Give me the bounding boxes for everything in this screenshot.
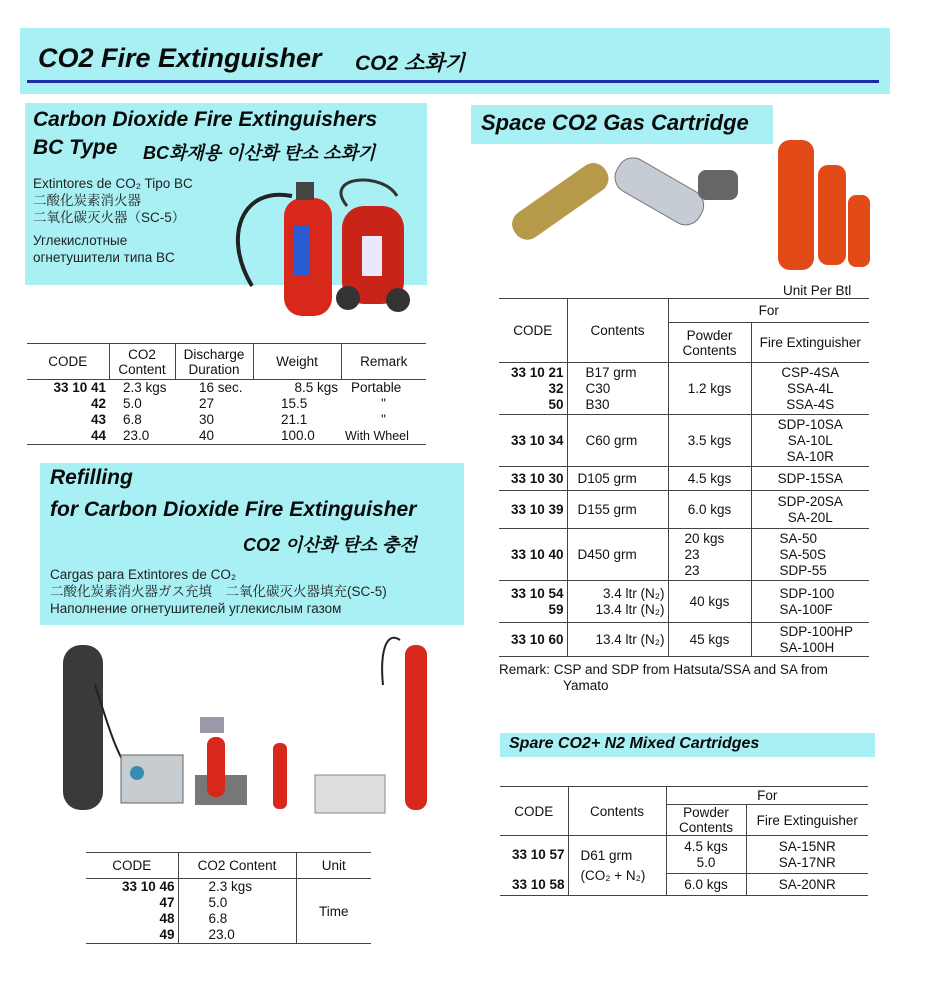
unit-time: Time bbox=[296, 879, 371, 944]
refilling-equipment-image bbox=[55, 625, 435, 815]
table-row: 33 10 46 2.3 kgs Time bbox=[86, 879, 371, 895]
col-powder: Powder Contents bbox=[666, 805, 746, 836]
refill-title-2: for Carbon Dioxide Fire Extinguisher bbox=[50, 498, 417, 521]
table-row: 33 10 34 C60 grm 3.5 kgs SDP-10SA SA-10L SA-10R bbox=[499, 415, 869, 467]
table-row: 43 6.8 30 21.1 " bbox=[90, 412, 386, 427]
co2-extinguishers-image bbox=[222, 176, 422, 322]
table-row: 33 10 30 D105 grm 4.5 kgs SDP-15SA bbox=[499, 467, 869, 491]
refill-subtitle-spanish: Cargas para Extintores de CO₂ bbox=[50, 567, 237, 582]
refill-title-1: Refilling bbox=[50, 466, 133, 489]
co2-section-subtitles bbox=[33, 175, 193, 266]
subtitle-russian-1: Углекислотные bbox=[33, 233, 128, 248]
col-weight: Weight bbox=[253, 344, 341, 380]
table-row: 33 10 40 D450 grm 20 kgs 23 23 SA-50 SA-50S SDP-55 bbox=[499, 529, 869, 581]
col-co2-content: CO2 Content bbox=[178, 853, 296, 879]
table-row: 33 10 60 13.4 ltr (N₂) 45 kgs SDP-100HP SA-100H bbox=[499, 623, 869, 657]
subtitle-chinese: 二氧化碳灭火器（SC-5） bbox=[33, 210, 186, 225]
table-row: 49 23.0 bbox=[86, 927, 371, 944]
table-row: 33 10 54 59 3.4 ltr (N₂) 13.4 ltr (N₂) 40 kgs SDP-100 SA-100F bbox=[499, 581, 869, 623]
subtitle-russian-2: огнетушители типа BC bbox=[33, 250, 175, 265]
page-title: CO2 Fire Extinguisher bbox=[38, 43, 322, 73]
page-title-korean: CO2 소화기 bbox=[355, 52, 465, 75]
subtitle-spanish: Extintores de CO₂ Tipo BC bbox=[33, 176, 193, 191]
remark-text-1: CSP and SDP from Hatsuta/SSA and SA from bbox=[553, 662, 828, 677]
cartridges-image bbox=[488, 130, 878, 280]
remark-label: Remark: bbox=[499, 662, 551, 677]
col-co2-content: CO2 Content bbox=[109, 344, 175, 380]
co2-section-type: BC Type bbox=[33, 136, 118, 159]
col-code: CODE bbox=[27, 344, 109, 380]
refill-subtitle-japanese: 二酸化炭素消火器ガス充填 二氧化碳灭火器填充(SC-5) bbox=[50, 584, 387, 599]
col-contents: Contents bbox=[567, 299, 668, 363]
refill-subtitles bbox=[50, 566, 387, 617]
table-row: 33 10 39 D155 grm 6.0 kgs SDP-20SA SA-20L bbox=[499, 491, 869, 529]
table-row: 33 10 57 D61 grm (CO₂ + N₂) 4.5 kgs 5.0 SA-15NR SA-17NR bbox=[500, 836, 868, 874]
refill-subtitle-russian: Наполнение огнетушителей углекислым газом bbox=[50, 601, 342, 616]
co2-section-title: Carbon Dioxide Fire Extinguishers bbox=[33, 108, 378, 131]
table-row: 48 6.8 bbox=[86, 911, 371, 927]
col-remark: Remark bbox=[341, 344, 426, 380]
title-underline bbox=[27, 80, 879, 83]
co2-extinguisher-table bbox=[27, 343, 426, 445]
mixed-title: Spare CO2+ N2 Mixed Cartridges bbox=[509, 735, 760, 752]
unit-per-btl: Unit Per Btl bbox=[783, 283, 852, 298]
col-unit: Unit bbox=[296, 853, 371, 879]
table-row: 33 10 58 6.0 kgs SA-20NR bbox=[500, 874, 868, 896]
table-row: 33 10 21 32 50 B17 grm C30 B30 1.2 kgs CSP-4SA SSA-4L SSA-4S bbox=[499, 363, 869, 415]
table-row: 42 5.0 27 15.5 " bbox=[90, 396, 386, 411]
subtitle-japanese: 二酸化炭素消火器 bbox=[33, 193, 141, 208]
remark-text-2: Yamato bbox=[563, 678, 609, 693]
col-code: CODE bbox=[86, 853, 178, 879]
col-code: CODE bbox=[500, 787, 568, 836]
col-contents: Contents bbox=[568, 787, 666, 836]
col-code: CODE bbox=[499, 299, 567, 363]
col-fire-extinguisher: Fire Extinguisher bbox=[751, 323, 869, 363]
col-for: For bbox=[666, 787, 868, 805]
table-row: 44 23.0 40 100.0 With Wheel bbox=[27, 428, 426, 445]
cartridge-table bbox=[499, 298, 869, 657]
cartridge-title: Space CO2 Gas Cartridge bbox=[481, 110, 749, 135]
cartridge-remark bbox=[499, 662, 828, 694]
co2-section-title-korean: BC화재용 이산화 탄소 소화기 bbox=[143, 143, 376, 163]
table-row: 33 10 41 2.3 kgs 16 sec. 8.5 kgs Portable bbox=[53, 380, 402, 396]
table-row: 47 5.0 bbox=[86, 895, 371, 911]
refill-title-korean: CO2 이산화 탄소 충전 bbox=[243, 535, 417, 555]
mixed-table bbox=[500, 786, 868, 896]
col-discharge: Discharge Duration bbox=[175, 344, 253, 380]
col-for: For bbox=[668, 299, 869, 323]
refill-table bbox=[86, 852, 371, 944]
col-fire-extinguisher: Fire Extinguisher bbox=[746, 805, 868, 836]
col-powder: Powder Contents bbox=[668, 323, 751, 363]
